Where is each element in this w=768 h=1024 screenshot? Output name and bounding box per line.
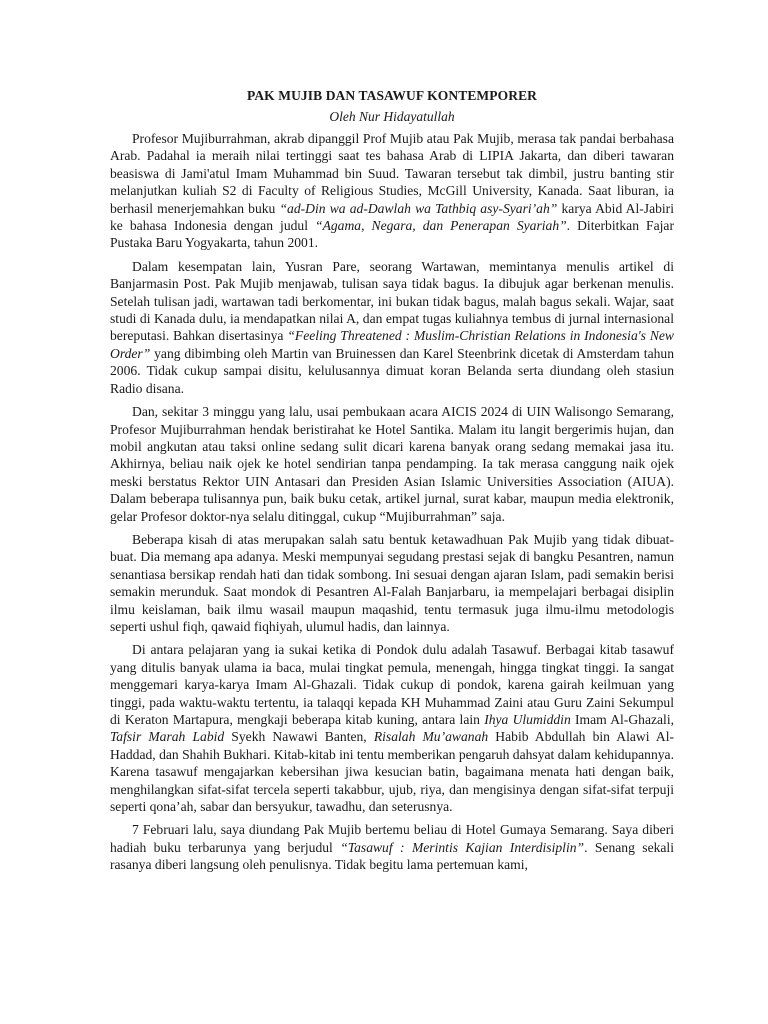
text-run: yang dibimbing oleh Martin van Bruinessen dan Karel Steenbrink dicetak di Amsterdam tahun 2006. Tidak cukup sampai disitu, kelulusannya dimuat koran Belanda serta diundang oleh stasiun Radio disana. (110, 345, 674, 396)
paragraph (110, 403, 674, 525)
text-run: 7 Februari lalu, saya diundang Pak Mujib bertemu beliau di Hotel Gumaya Semarang. Saya diberi hadiah buku terbarunya yang berjudul (110, 822, 674, 855)
paragraph (110, 531, 674, 635)
text-run: Profesor Mujiburrahman, akrab dipanggil Prof Mujib atau Pak Mujib, merasa tak pandai berbahasa Arab. Padahal ia meraih nilai tertinggi saat tes bahasa Arab di LIPIA Jakarta, dan diberi tawaran beasiswa di Jami'atul Imam Muhammad bin Suud. Tawaran tersebut tak dimbil, justru banting stir melanjutkan kuliah S2 di Faculty of Religious Studies, McGill University, Kanada. Saat liburan, ia berhasil menerjemahkan buku (110, 131, 674, 216)
italic-text: “Tasawuf : Merintis Kajian Interdisiplin” (340, 839, 585, 855)
italic-text: “ad-Din wa ad-Dawlah wa Tathbiq asy-Syari’ah” (279, 200, 558, 216)
paragraph (110, 258, 674, 397)
article-author: Oleh Nur Hidayatullah (329, 109, 455, 124)
text-run: Imam Al-Ghazali, (570, 712, 674, 727)
text-run: . Diterbitkan Fajar Pustaka Baru Yogyakarta, tahun 2001. (110, 218, 674, 251)
text-run: Habib Abdullah bin Alawi Al-Haddad, dan Shahih Bukhari. Kitab-kitab ini tentu memberikan pengaruh dahsyat dalam kehidupannya. Karena tasawuf mengajarkan kebersihan jiwa kesucian batin, bagaimana menata hati dengan baik, menghilangkan sifat-sifat tercela seperti takabbur, ujub, riya, dan mengisinya dengan sifat-sifat terpuji seperti qona’ah, sabar dan bersyukur, tawadhu, dan seterusnya. (110, 729, 675, 815)
paragraph (110, 130, 674, 252)
article-title: PAK MUJIB DAN TASAWUF KONTEMPORER (246, 88, 538, 103)
article-paragraphs (110, 130, 674, 874)
text-run: Dalam kesempatan lain, Yusran Pare, seorang Wartawan, memintanya menulis artikel di Banjarmasin Post. Pak Mujib menjawab, tulisan saya tidak bagus. Ia dibujuk agar berkenan menulis. Setelah tulisan jadi, wartawan tadi berkomentar, ini bukan tidak bagus, malah bagus sekali. Wajar, saat studi di Kanada dulu, ia mendapatkan nilai A, dan empat tugas kuliahnya tembus di jurnal internasional bereputasi. Bahkan disertasinya (110, 258, 674, 344)
italic-text: Risalah Mu’awanah (373, 729, 489, 745)
italic-text: Tafsir Marah Labid (110, 729, 225, 745)
text-run: Beberapa kisah di atas merupakan salah satu bentuk ketawadhuan Pak Mujib yang tidak dibuat-buat. Dia memang apa adanya. Meski mempunyai segudang prestasi sejak di bangku Pesantren, namun senantiasa bersikap rendah hati dan tidak sombong. Ini sesuai dengan ajaran Islam, padi semakin berisi semakin merunduk. Saat mondok di Pesantren Al-Falah Banjarbaru, ia mempelajari berbagai disiplin ilmu keislaman, baik ilmu wasail maupun maqashid, tentu termasuk juga ilmu-ilmu metodologis seperti ushul fiqh, qawaid fiqhiyah, ulumul hadis, dan lainnya. (110, 531, 674, 634)
paragraph (110, 821, 674, 873)
text-run: karya Abid Al-Jabiri ke bahasa Indonesia dengan judul (110, 200, 674, 234)
text-run: Dan, sekitar 3 minggu yang lalu, usai pembukaan acara AICIS 2024 di UIN Walisongo Semarang, Profesor Mujiburrahman hendak beristirahat ke Hotel Santika. Malam itu langit bergerimis hujan, dan mobil angkutan atau taksi online sedang sulit dicari karena banyak orang sedang memakai jasa itu. Akhirnya, beliau naik ojek ke hotel sendirian tanpa pendamping. Ia tak merasa canggung naik ojek meski berstatus Rektor UIN Antasari dan Presiden Asian Islamic Universities Association (AIUA). Dalam beberapa tulisannya pun, baik buku cetak, artikel jurnal, surat kabar, maupun media elektronik, gelar Profesor doktor-nya selalu ditinggal, cukup “Mujiburrahman” saja. (110, 404, 674, 524)
paragraph (110, 641, 674, 815)
text-run: Syekh Nawawi Banten, (224, 729, 374, 745)
article-body (110, 87, 674, 874)
italic-text: Ihya Ulumiddin (484, 712, 571, 727)
italic-text: “Agama, Negara, dan Penerapan Syariah” (315, 218, 567, 234)
italic-text: “Feeling Threatened : Muslim-Christian Relations in Indonesia's New Order” (110, 328, 674, 361)
text-run: Di antara pelajaran yang ia sukai ketika di Pondok dulu adalah Tasawuf. Berbagai kitab tasawuf yang ditulis banyak ulama ia baca, mulai tingkat pemula, menengah, hingga tingkat tinggi. Ia sangat menggemari karya-karya Imam Al-Ghazali. Tidak cukup di pondok, karena gairah keilmuan yang tinggi, pada waktu-waktu tertentu, ia talaqqi kepada KH Muhammad Zaini atau Guru Zaini Sekumpul di Keraton Martapura, mengkaji beberapa kitab kuning, antara lain (110, 642, 674, 727)
text-run: . Senang sekali rasanya diberi langsung oleh penulisnya. Tidak begitu lama pertemuan kami, (110, 839, 674, 873)
